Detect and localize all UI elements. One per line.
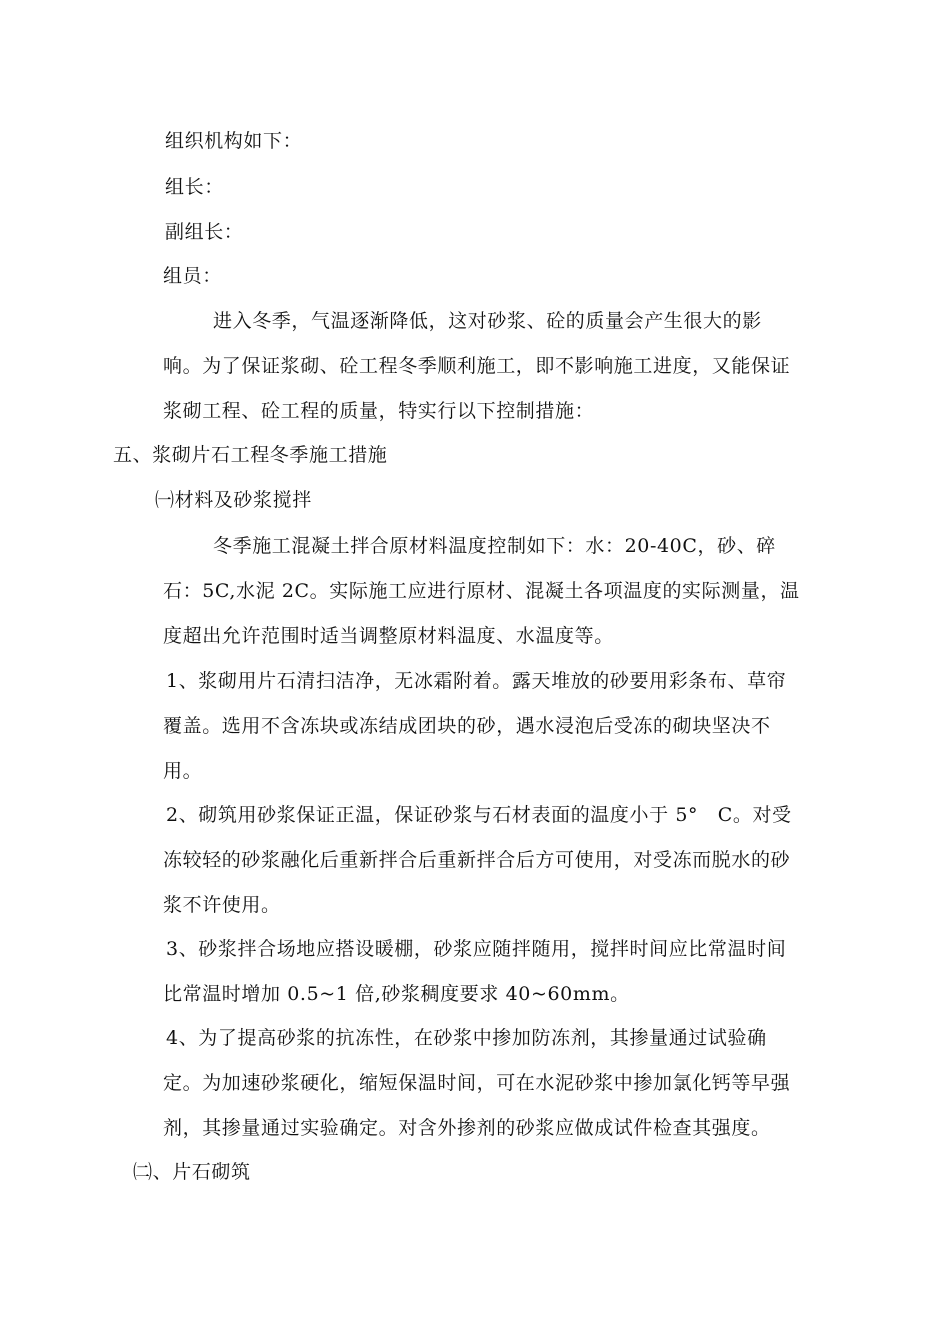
org-members: 组员： — [163, 265, 222, 287]
item-1-line: 1、浆砌用片石清扫洁净，无冰霜附着。露天堆放的砂要用彩条布、草帘 — [166, 670, 787, 692]
item-1-line: 用。 — [163, 760, 203, 782]
intro-line: 浆砌工程、砼工程的质量，特实行以下控制措施： — [163, 400, 595, 422]
subsection-title: ㈠材料及砂浆搅拌 — [155, 489, 312, 511]
item-4-line: 4、为了提高砂浆的抗冻性，在砂浆中掺加防冻剂，其掺量通过试验确 — [166, 1027, 767, 1049]
item-1-line: 覆盖。选用不含冻块或冻结成团块的砂，遇水浸泡后受冻的砌块坚决不 — [163, 715, 771, 737]
org-heading: 组织机构如下： — [165, 130, 303, 152]
intro-line: 响。为了保证浆砌、砼工程冬季顺利施工，即不影响施工进度，又能保证 — [163, 355, 791, 377]
section-title: 五、浆砌片石工程冬季施工措施 — [113, 444, 388, 466]
item-3-line: 3、砂浆拌合场地应搭设暖棚，砂浆应随拌随用，搅拌时间应比常温时间 — [166, 938, 787, 960]
org-deputy: 副组长： — [165, 221, 244, 243]
org-leader: 组长： — [165, 176, 224, 198]
temperature-line: 度超出允许范围时适当调整原材料温度、水温度等。 — [163, 625, 614, 647]
item-4-line: 剂，其掺量通过实验确定。对含外掺剂的砂浆应做成试件检查其强度。 — [163, 1117, 771, 1139]
item-2-line: 2、砌筑用砂浆保证正温，保证砂浆与石材表面的温度小于 5° C。对受 — [166, 804, 792, 826]
intro-line: 进入冬季，气温逐渐降低，这对砂浆、砼的质量会产生很大的影 — [213, 310, 762, 332]
item-3-line: 比常温时增加 0.5~1 倍,砂浆稠度要求 40~60mm。 — [163, 983, 630, 1005]
item-2-line: 冻较轻的砂浆融化后重新拌合后重新拌合后方可使用，对受冻而脱水的砂 — [163, 849, 791, 871]
temperature-line: 冬季施工混凝土拌合原材料温度控制如下：水：20-40C，砂、碎 — [213, 535, 776, 557]
temperature-line: 石：5C,水泥 2C。实际施工应进行原材、混凝土各项温度的实际测量，温 — [163, 580, 800, 602]
item-2-line: 浆不许使用。 — [163, 894, 281, 916]
subsection-title: ㈡、片石砌筑 — [133, 1161, 251, 1183]
item-4-line: 定。为加速砂浆硬化，缩短保温时间，可在水泥砂浆中掺加氯化钙等早强 — [163, 1072, 791, 1094]
